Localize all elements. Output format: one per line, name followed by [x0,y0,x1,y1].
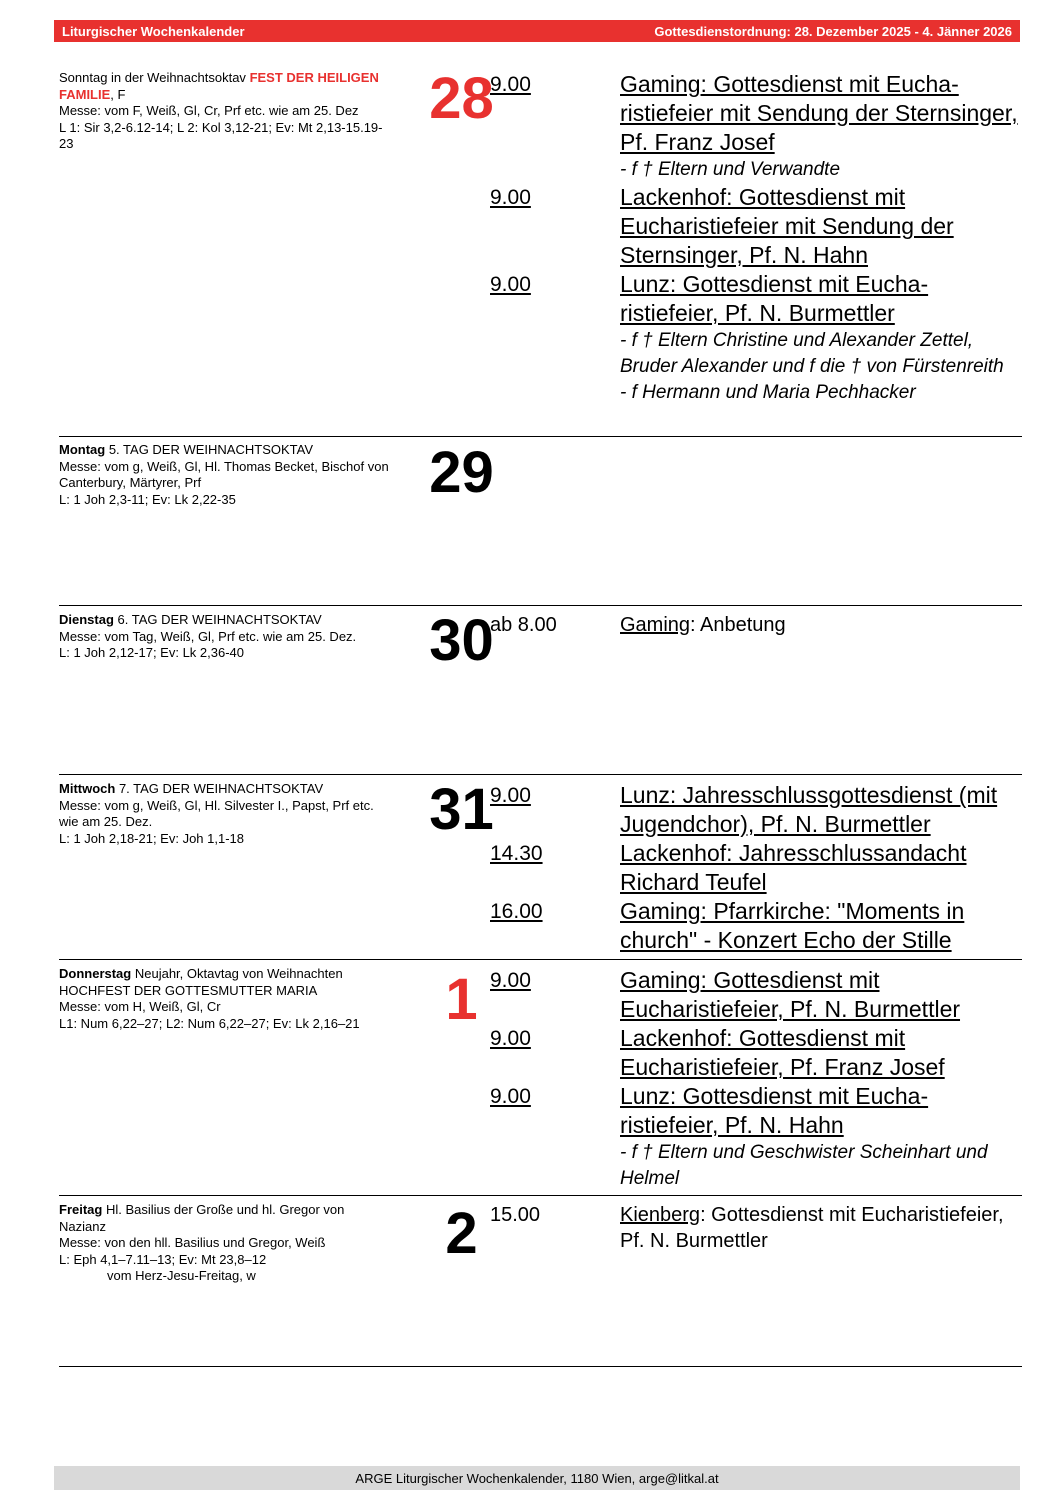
footer-bar [54,1466,1020,1490]
day-info [59,612,389,662]
day-title: Neujahr, Oktavtag von Weihnachten [131,966,343,981]
day-29 [59,442,1022,606]
commemoration: vom Herz-Jesu-Freitag, w [107,1268,256,1283]
event-desc: Lackenhof: Gottesdienst mit Eucharistiefeier, Pf. Franz Josef [620,1025,945,1080]
event-time: 9.00 [490,73,531,96]
day-1 [59,966,1022,1196]
readings: L1: Num 6,22–27; L2: Num 6,22–27; Ev: Lk 2,16–21 [59,1015,360,1031]
day-info [59,1202,389,1285]
event-time: 9.00 [490,969,531,992]
event-desc: : Anbetung [690,614,786,636]
mass-info: Messe: vom g, Weiß, Gl, Hl. Thomas Becket, Bischof von Canterbury, Märtyrer, Prf [59,458,389,490]
event-desc: Gaming: Pfarrkirche: "Moments in church" - Konzert Echo der Stille [620,898,965,953]
event-note: - f Hermann und Maria Pechhacker [620,382,916,403]
event-list [490,1202,1022,1254]
event-desc: Lunz: Jahresschlussgottesdienst (mit Jugendchor), Pf. N. Burmettler [620,782,998,837]
event-desc: Lackenhof: Jahresschlussandacht Richard Teufel [620,840,967,895]
day-number: 29 [429,440,494,505]
event [490,1082,1022,1192]
readings: L: Eph 4,1–7.11–13; Ev: Mt 23,8–12 [59,1251,267,1267]
day-title: Hl. Basilius der Große und hl. Gregor von Nazianz [59,1202,345,1234]
event [490,612,1022,638]
day-30 [59,608,1022,775]
weekday: Freitag [59,1202,103,1217]
day-number: 30 [429,608,494,673]
mass-info: Messe: vom Tag, Weiß, Gl, Prf etc. wie am 25. Dez. [59,628,357,644]
event [490,270,1022,406]
event-time: 9.00 [490,1027,531,1050]
day-number: 31 [429,777,494,842]
event-list [490,966,1022,1192]
event-time: 14.30 [490,842,543,865]
day-31 [59,777,1022,960]
event-desc: Lunz: Gottesdienst mit Eucha-ristiefeier, Pf. N. Burmettler [620,271,929,326]
day-info [59,442,389,508]
mass-info: Messe: vom H, Weiß, Gl, Cr [59,999,221,1014]
event [490,1024,1022,1082]
weekday: Dienstag [59,612,114,627]
mass-info: Messe: vom g, Weiß, Gl, Hl. Silvester I., Papst, Prf etc. wie am 25. Dez. [59,797,374,829]
day-info [59,70,389,153]
event [490,897,1022,955]
readings: L: 1 Joh 2,3-11; Ev: Lk 2,22-35 [59,491,236,507]
feast-name: FEST DER HEILIGEN FAMILIE [59,70,379,102]
event-desc: Lackenhof: Gottesdienst mit Eucharistiefeier mit Sendung der Sternsinger, Pf. N. Hahn [620,184,954,268]
day-2 [59,1202,1022,1367]
event [490,1202,1022,1254]
event-desc: Lunz: Gottesdienst mit Eucha-ristiefeier, Pf. N. Hahn [620,1083,929,1138]
day-title: 5. TAG DER WEIHNACHTSOKTAV [105,442,314,457]
day-title: Sonntag in der Weihnachtsoktav [59,70,246,85]
feast-rank: , F [110,86,126,102]
event-time: 9.00 [490,1085,531,1108]
weekday: Donnerstag [59,966,132,981]
weekday: Montag [59,442,106,457]
event-list [490,612,1022,638]
event-time: 9.00 [490,273,531,296]
mass-info: Messe: vom F, Weiß, Gl, Cr, Prf etc. wie am 25. Dez [59,103,359,118]
event-place: Gaming [620,614,691,636]
event-desc: Gaming: Gottesdienst mit Eucha-ristiefeier mit Sendung der Sternsinger, Pf. Franz Josef [620,71,1018,155]
event [490,966,1022,1024]
footer-text: ARGE Liturgischer Wochenkalender, 1180 Wien, arge@litkal.at [355,1470,719,1486]
mass-info: Messe: von den hll. Basilius und Gregor, Weiß [59,1235,326,1250]
event-desc: : Gottesdienst mit Eucharistiefeier, Pf. N. Burmettler [620,1204,1004,1252]
readings: L 1: Sir 3,2-6.12-14; L 2: Kol 3,12-21; Ev: Mt 2,13-15.19-23 [59,119,383,151]
header-right-title: Gottesdienstordnung: 28. Dezember 2025 - 4. Jänner 2026 [654,23,1012,39]
weekday: Mittwoch [59,781,116,796]
event-note: - f † Eltern Christine und Alexander Zettel, Bruder Alexander und f die † von Fürstenreith [620,330,1004,377]
event-place: Kienberg [620,1204,701,1226]
readings: L: 1 Joh 2,18-21; Ev: Joh 1,1-18 [59,830,245,846]
event-time: 16.00 [490,900,543,923]
day-number: 28 [429,66,494,131]
header-left-title: Liturgischer Wochenkalender [62,23,245,39]
event [490,839,1022,897]
event-time: 9.00 [490,784,531,807]
day-28 [59,66,1022,437]
day-title: 6. TAG DER WEIHNACHTSOKTAV [113,612,322,627]
day-title: 7. TAG DER WEIHNACHTSOKTAV [115,781,324,796]
header-bar [54,20,1020,42]
event [490,781,1022,839]
event-note: - f † Eltern und Geschwister Scheinhart und Helmel [620,1142,988,1189]
event [490,70,1022,183]
day-number: 1 [445,967,478,1032]
day-number: 2 [445,1201,478,1266]
event-list [490,70,1022,406]
event-time: ab 8.00 [490,614,557,636]
event-desc: Gaming: Gottesdienst mit Eucharistiefeier, Pf. N. Burmettler [620,967,961,1022]
event-time: 15.00 [490,1204,541,1226]
readings: L: 1 Joh 2,12-17; Ev: Lk 2,36-40 [59,645,245,660]
feast-name: HOCHFEST DER GOTTESMUTTER MARIA [59,982,318,998]
day-info [59,966,389,1032]
event-time: 9.00 [490,186,531,209]
event [490,183,1022,270]
day-info [59,781,389,847]
event-list [490,781,1022,955]
event-note: - f † Eltern und Verwandte [620,159,841,180]
